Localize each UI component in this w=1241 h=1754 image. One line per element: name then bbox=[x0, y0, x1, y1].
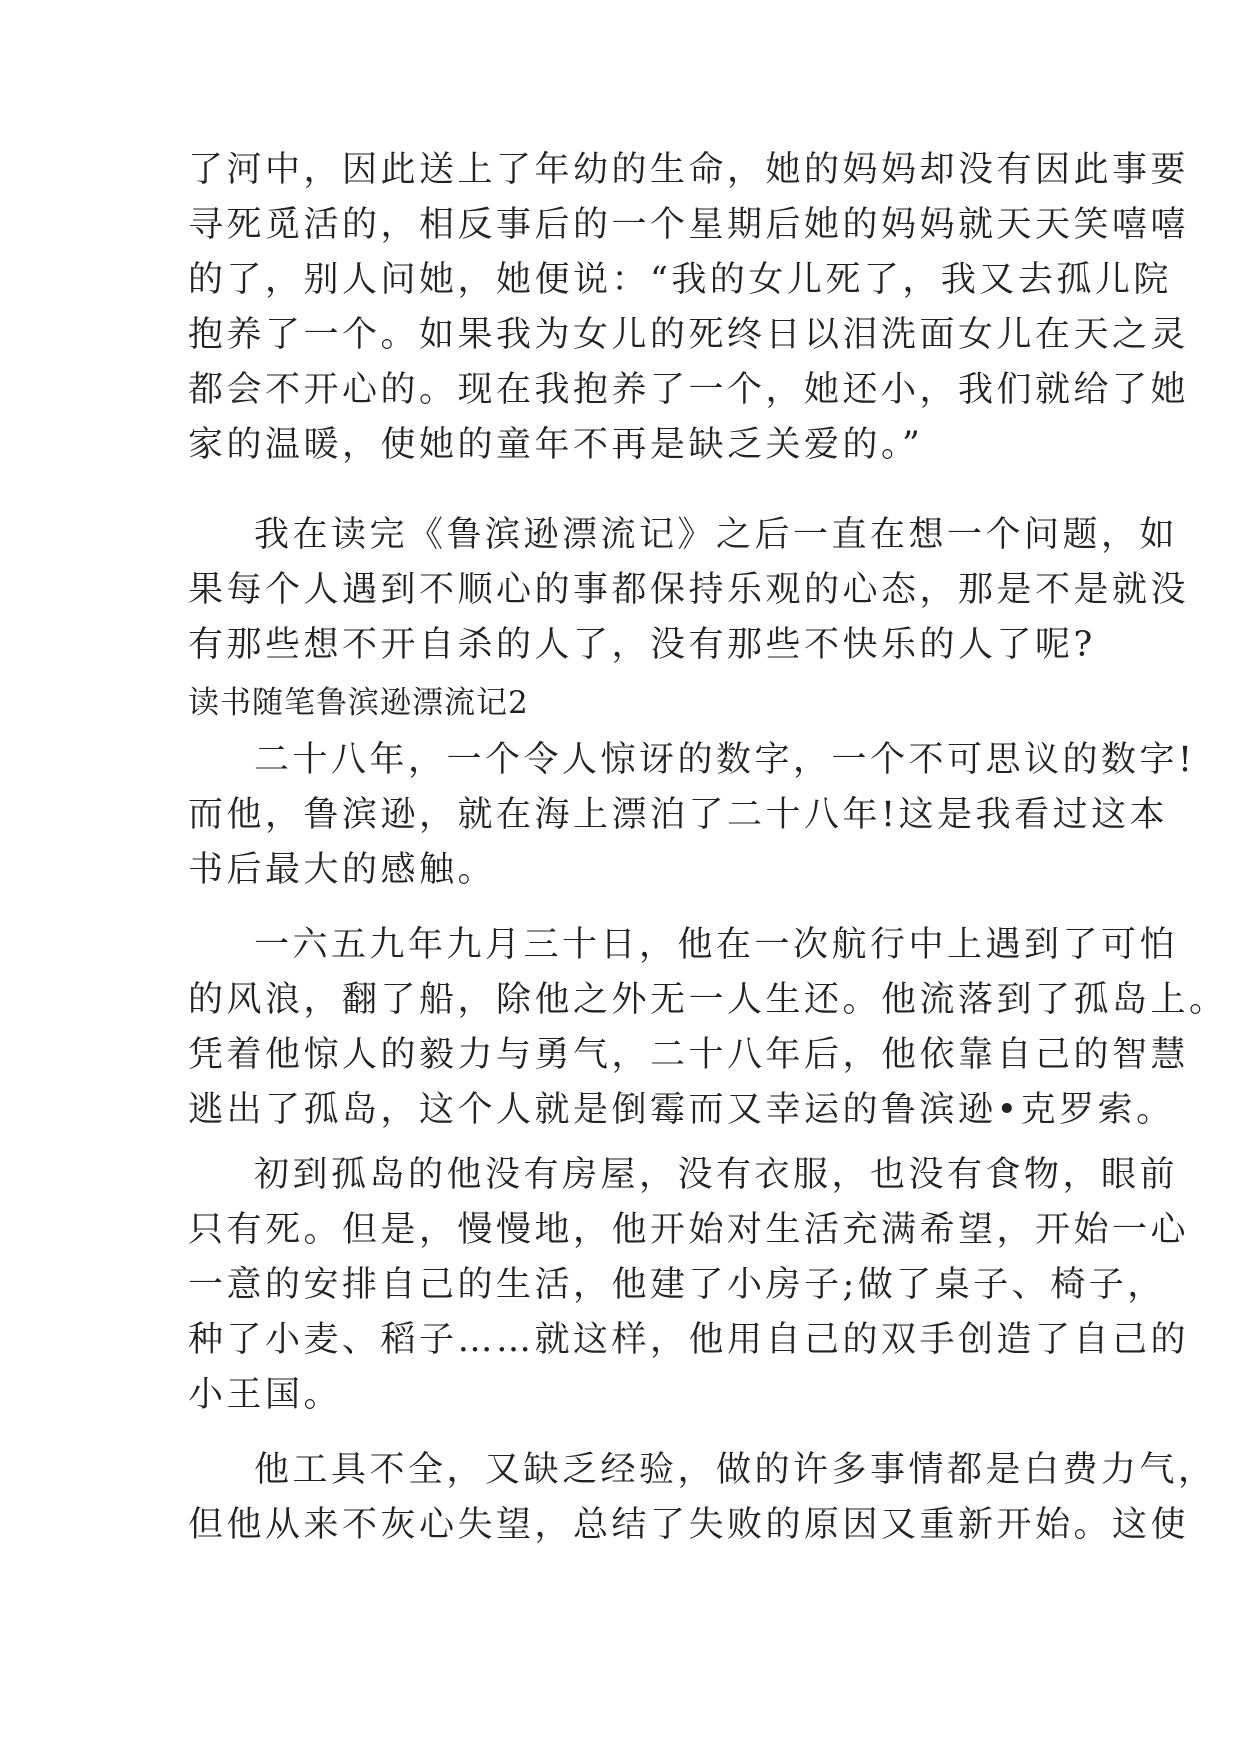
text-line: 有那些想不开自杀的人了，没有那些不快乐的人了呢? bbox=[188, 625, 1096, 665]
text-line: 书后最大的感触。 bbox=[188, 850, 497, 890]
text-line: 果每个人遇到不顺心的事都保持乐观的心态，那是不是就没 bbox=[188, 570, 1190, 610]
text-line: 的风浪，翻了船，除他之外无一人生还。他流落到了孤岛上。 bbox=[188, 980, 1228, 1020]
text-line: 而他，鲁滨逊，就在海上漂泊了二十八年!这是我看过这本 bbox=[188, 795, 1169, 835]
text-line: 的了，别人问她，她便说：“我的女儿死了，我又去孤儿院 bbox=[188, 260, 1172, 300]
text-line: 寻死觅活的，相反事后的一个星期后她的妈妈就天天笑嘻嘻 bbox=[188, 205, 1190, 245]
text-line: 一六五九年九月三十日，他在一次航行中上遇到了可怕 bbox=[254, 925, 1179, 965]
text-line: 二十八年，一个令人惊讶的数字，一个不可思议的数字! bbox=[254, 740, 1196, 780]
text-line: 小王国。 bbox=[188, 1375, 343, 1415]
text-line: 但他从来不灰心失望，总结了失败的原因又重新开始。这使 bbox=[188, 1505, 1190, 1545]
section-title: 读书随笔鲁滨逊漂流记2 bbox=[188, 685, 529, 721]
text-line: 只有死。但是，慢慢地，他开始对生活充满希望，开始一心 bbox=[188, 1210, 1190, 1250]
text-line: 都会不开心的。现在我抱养了一个，她还小，我们就给了她 bbox=[188, 370, 1190, 410]
text-line: 初到孤岛的他没有房屋，没有衣服，也没有食物，眼前 bbox=[254, 1155, 1179, 1195]
text-line: 逃出了孤岛，这个人就是倒霉而又幸运的鲁滨逊•克罗索。 bbox=[188, 1090, 1175, 1130]
text-line: 了河中，因此送上了年幼的生命，她的妈妈却没有因此事要 bbox=[188, 150, 1190, 190]
text-line: 一意的安排自己的生活，他建了小房子;做了桌子、椅子， bbox=[188, 1265, 1166, 1305]
text-line: 他工具不全，又缺乏经验，做的许多事情都是白费力气， bbox=[254, 1450, 1217, 1490]
text-line: 家的温暖，使她的童年不再是缺乏关爱的。” bbox=[188, 425, 924, 465]
text-line: 抱养了一个。如果我为女儿的死终日以泪洗面女儿在天之灵 bbox=[188, 315, 1190, 355]
text-line: 凭着他惊人的毅力与勇气，二十八年后，他依靠自己的智慧 bbox=[188, 1035, 1190, 1075]
text-line: 种了小麦、稻子……就这样，他用自己的双手创造了自己的 bbox=[188, 1320, 1190, 1360]
text-line: 我在读完《鲁滨逊漂流记》之后一直在想一个问题，如 bbox=[254, 515, 1179, 555]
